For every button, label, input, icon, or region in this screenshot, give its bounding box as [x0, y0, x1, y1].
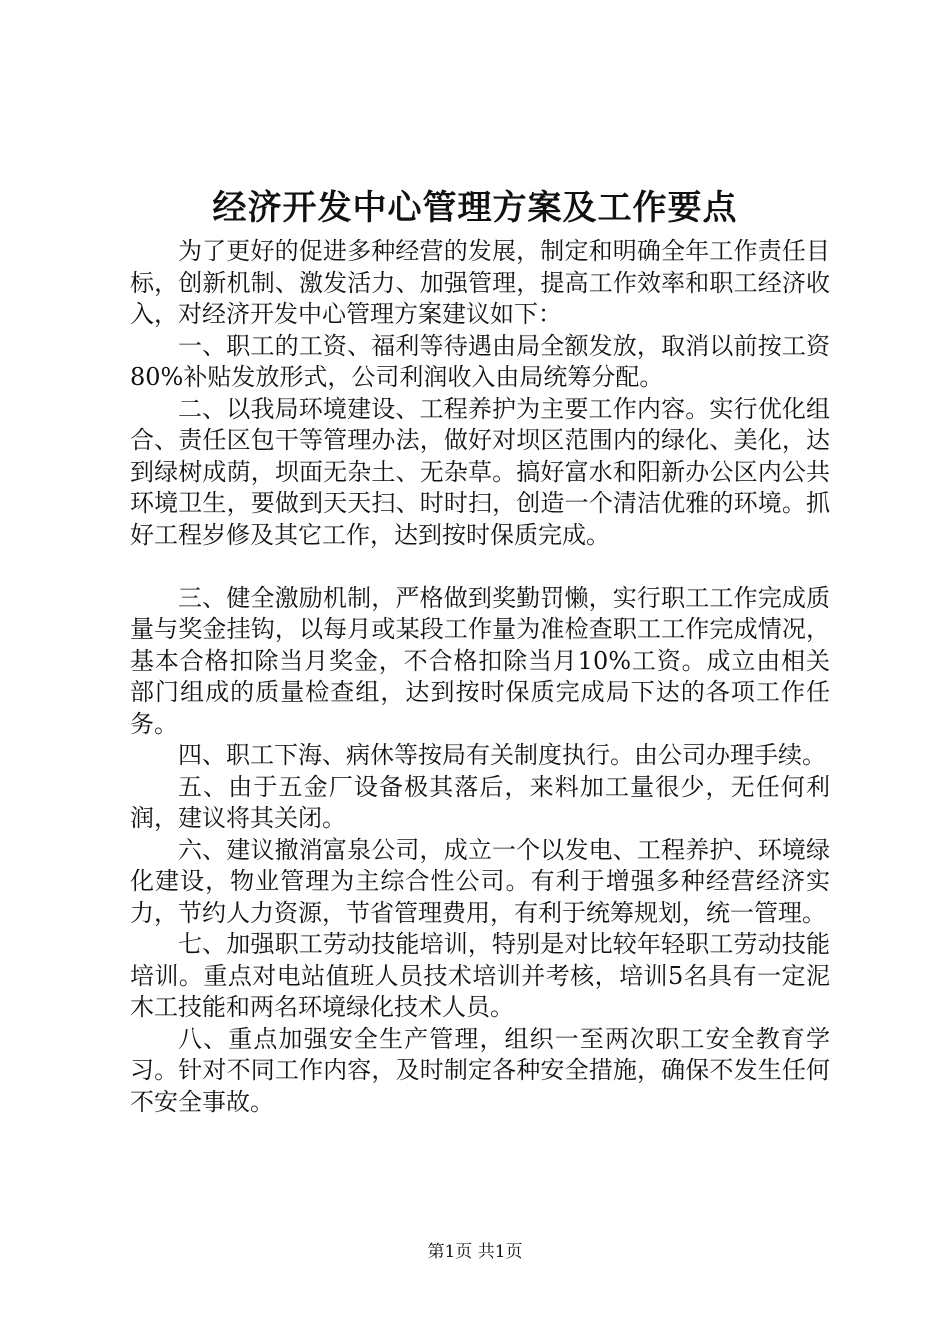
paragraph-item-4: 四、职工下海、病休等按局有关制度执行。由公司办理手续。 [178, 741, 826, 769]
paragraph-item-2: 二、以我局环境建设、工程养护为主要工作内容。实行优化组合、责任区包干等管理办法，做好对坝区范围内的绿化、美化，达到绿树成荫，坝面无杂土、无杂草。搞好富水和阳新办公区内公共环境卫生，要做到天天扫、时时扫，创造一个清洁优雅的环境。抓好工程岁修及其它工作，达到按时保质完成。 [130, 394, 830, 549]
paragraph-item-5: 五、由于五金厂设备极其落后，来料加工量很少，无任何利润，建议将其关闭。 [130, 772, 830, 832]
paragraph-item-8: 八、重点加强安全生产管理，组织一至两次职工安全教育学习。针对不同工作内容，及时制定各种安全措施，确保不发生任何不安全事故。 [130, 1024, 830, 1116]
paragraph-item-6: 六、建议撤消富泉公司，成立一个以发电、工程养护、环境绿化建设，物业管理为主综合性公司。有利于增强多种经营经济实力，节约人力资源，节省管理费用，有利于统筹规划，统一管理。 [130, 835, 830, 927]
paragraph-item-1: 一、职工的工资、福利等待遇由局全额发放，取消以前按工资80%补贴发放形式，公司利润收入由局统筹分配。 [130, 331, 830, 391]
page-title: 经济开发中心管理方案及工作要点 [212, 188, 738, 228]
page-number: 第1页 共1页 [427, 1242, 523, 1262]
document-body [130, 236, 830, 1118]
paragraph-intro: 为了更好的促进多种经营的发展，制定和明确全年工作责任目标，创新机制、激发活力、加强管理，提高工作效率和职工经济收入，对经济开发中心管理方案建议如下： [130, 237, 830, 328]
paragraph-item-7: 七、加强职工劳动技能培训，特别是对比较年轻职工劳动技能培训。重点对电站值班人员技术培训并考核，培训5名具有一定泥木工技能和两名环境绿化技术人员。 [130, 930, 830, 1021]
paragraph-item-3: 三、健全激励机制，严格做到奖勤罚懒，实行职工工作完成质量与奖金挂钩，以每月或某段工作量为准检查职工工作完成情况，基本合格扣除当月奖金，不合格扣除当月10%工资。成立由相关部门组成的质量检查组，达到按时保质完成局下达的各项工作任务。 [130, 583, 830, 738]
